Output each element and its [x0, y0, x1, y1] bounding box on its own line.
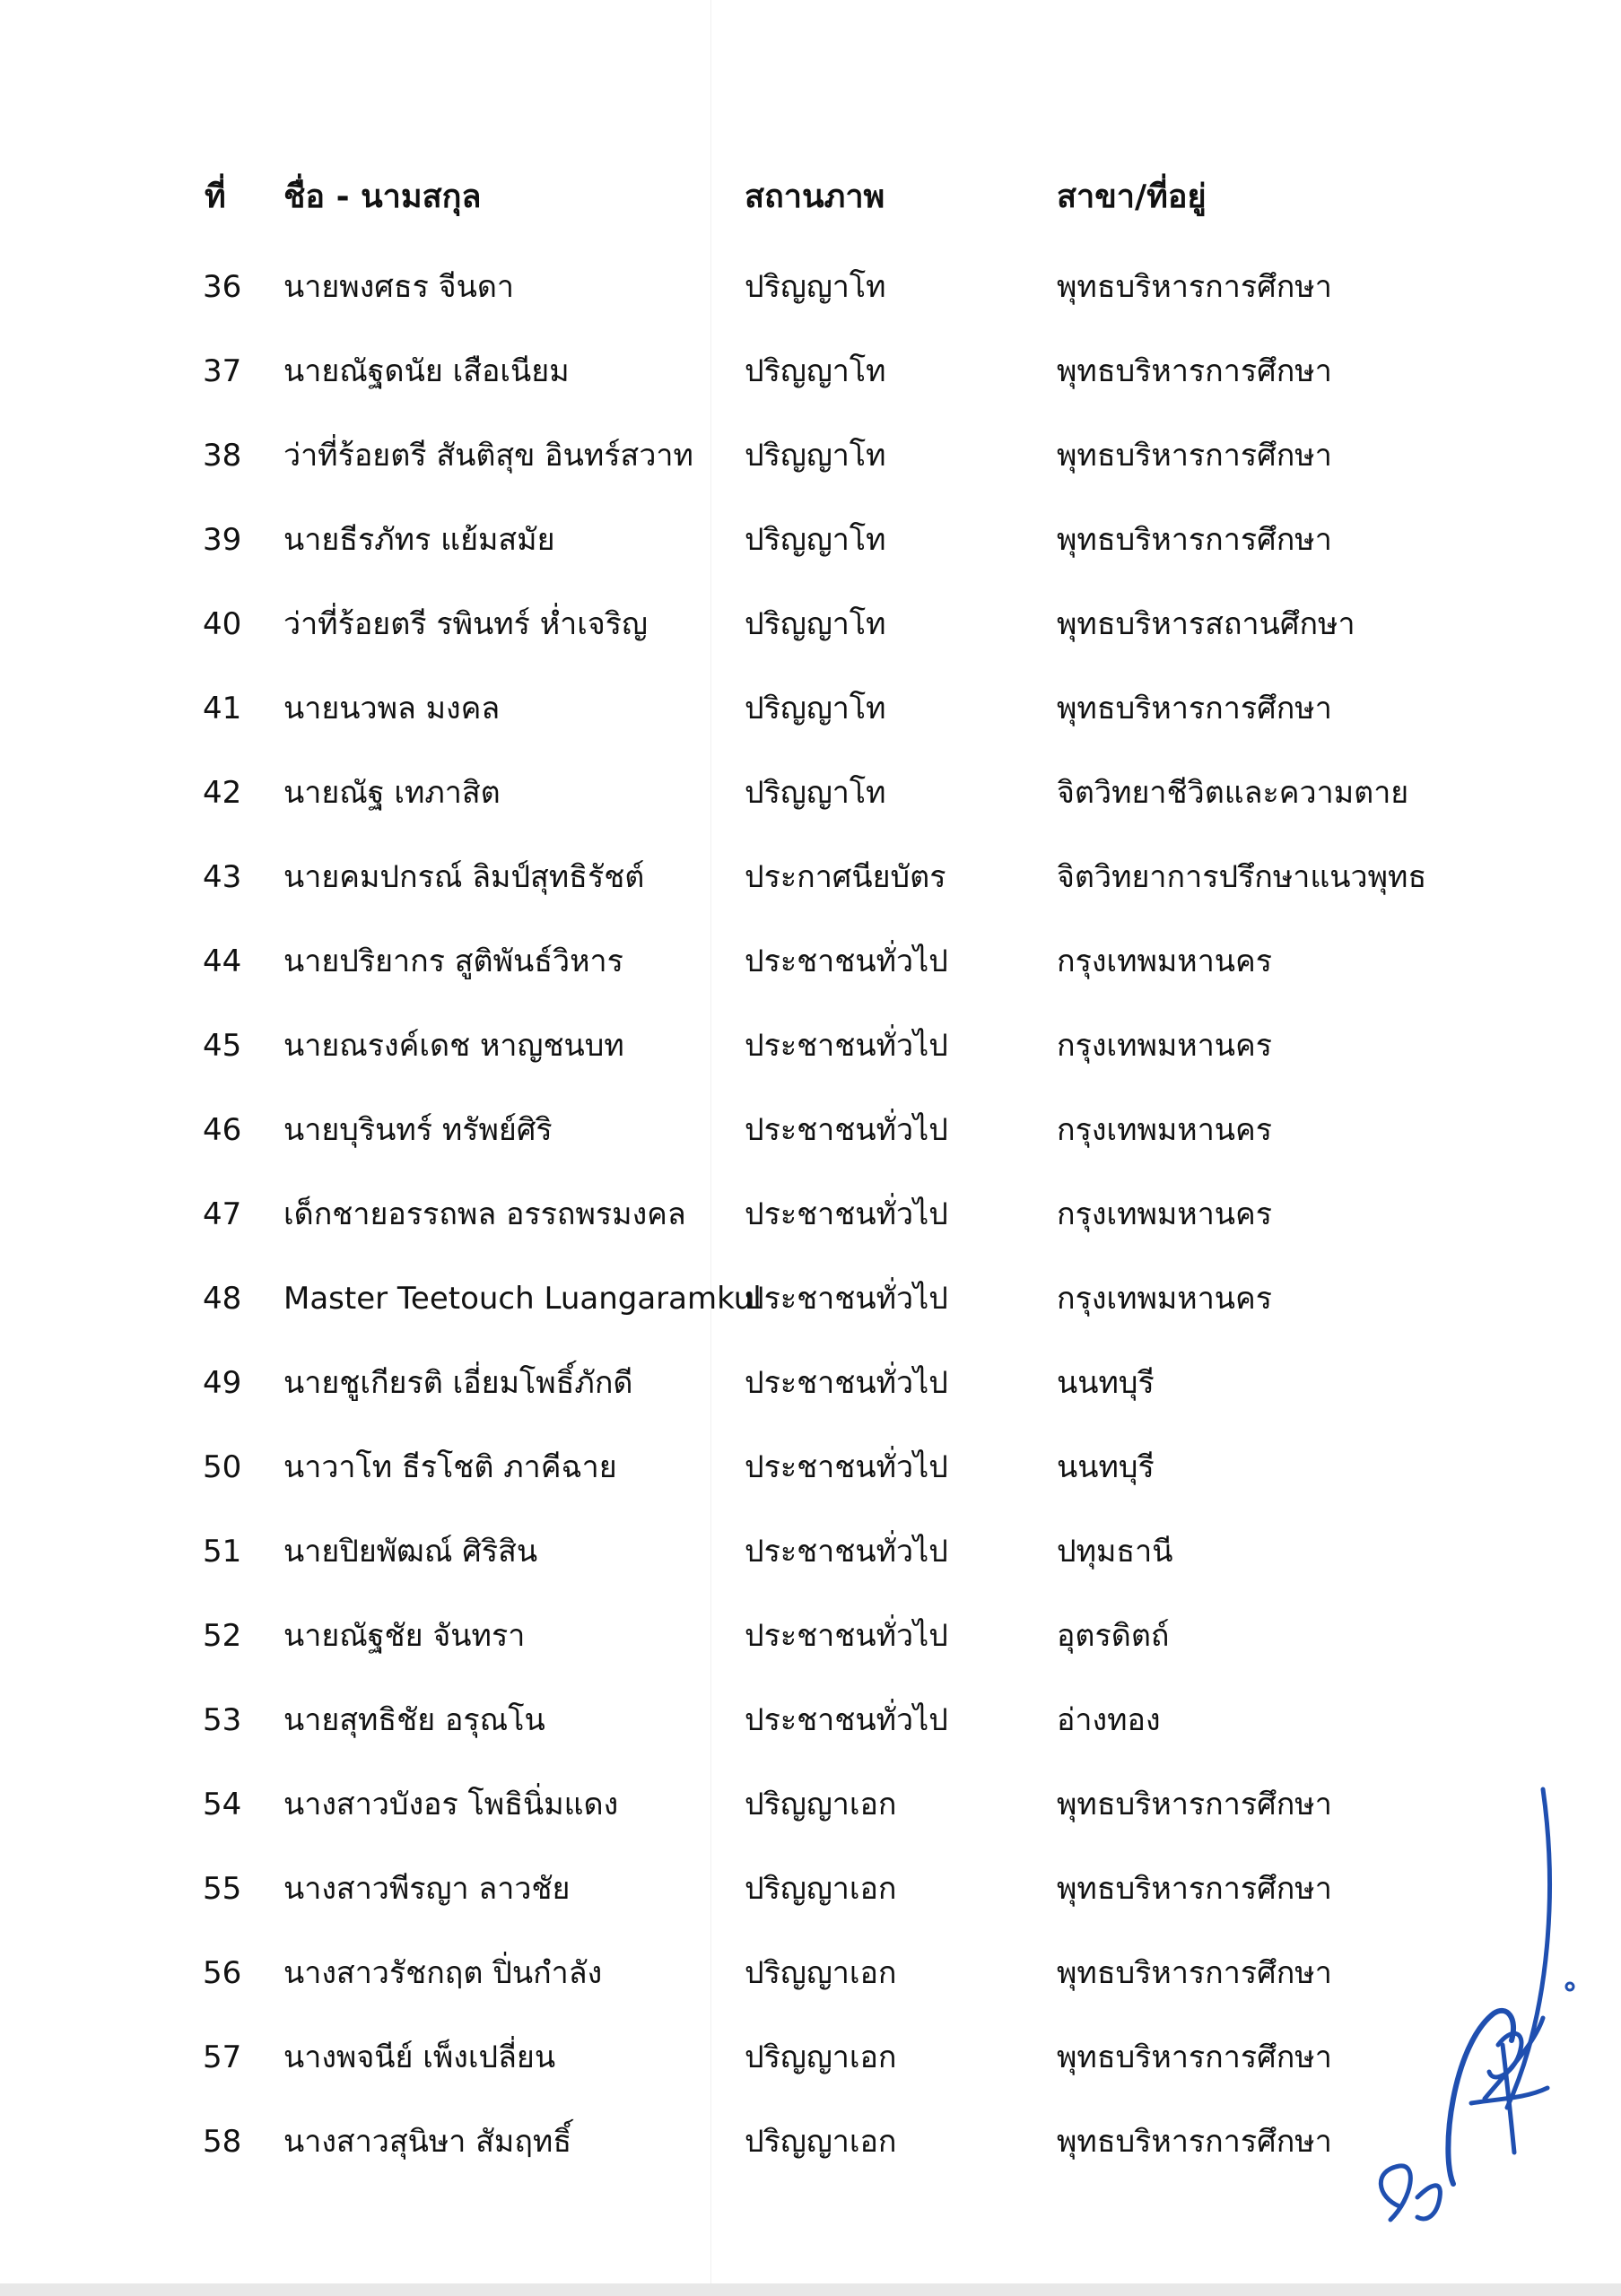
row-branch: พุทธบริหารการศึกษา — [1057, 1787, 1332, 1822]
row-name: นาวาโท ธีรโชติ ภาคีฉาย — [283, 1449, 617, 1485]
row-status: ปริญญาโท — [745, 775, 886, 811]
row-branch: อ่างทอง — [1057, 1702, 1161, 1738]
header-name: ชื่อ - นามสกุล — [283, 178, 482, 215]
row-name: นายสุทธิชัย อรุณโน — [283, 1702, 545, 1738]
table-row — [0, 1684, 1621, 1756]
row-branch: พุทธบริหารการศึกษา — [1057, 522, 1332, 558]
row-status: ปริญญาโท — [745, 691, 886, 726]
row-name: นางพจนีย์ เพ็งเปลี่ยน — [283, 2039, 556, 2075]
row-branch: พุทธบริหารการศึกษา — [1057, 1871, 1332, 1907]
row-status: ปริญญาโท — [745, 522, 886, 558]
row-name: นางสาวสุนิษา สัมฤทธิ์ — [283, 2124, 572, 2160]
row-no: 36 — [203, 269, 242, 305]
row-status: ประชาชนทั่วไป — [745, 1618, 948, 1654]
row-no: 37 — [203, 353, 242, 389]
row-branch: นนทบุรี — [1057, 1365, 1155, 1401]
row-branch: พุทธบริหารการศึกษา — [1057, 2124, 1332, 2160]
row-no: 42 — [203, 775, 242, 811]
row-name: นายพงศธร จีนดา — [283, 269, 515, 305]
table-row — [0, 1094, 1621, 1166]
table-row — [0, 841, 1621, 913]
row-status: ปริญญาโท — [745, 269, 886, 305]
table-row — [0, 1516, 1621, 1587]
row-status: ปริญญาเอก — [745, 1955, 897, 1991]
row-status: ประชาชนทั่วไป — [745, 1702, 948, 1738]
row-name: นายณัฐดนัย เสือเนียม — [283, 353, 570, 389]
row-status: ปริญญาเอก — [745, 1787, 897, 1822]
row-no: 55 — [203, 1871, 242, 1907]
row-status: ประชาชนทั่วไป — [745, 1112, 948, 1148]
row-status: ปริญญาโท — [745, 353, 886, 389]
table-row — [0, 588, 1621, 660]
row-branch: พุทธบริหารการศึกษา — [1057, 1955, 1332, 1991]
row-branch: จิตวิทยาการปรึกษาแนวพุทธ — [1057, 859, 1427, 895]
scan-bottom-edge — [0, 2283, 1621, 2296]
table-row — [0, 420, 1621, 491]
table-row — [0, 1600, 1621, 1672]
row-name: นายณัฐชัย จันทรา — [283, 1618, 526, 1654]
table-row — [0, 673, 1621, 744]
row-branch: พุทธบริหารการศึกษา — [1057, 691, 1332, 726]
table-row — [0, 926, 1621, 997]
row-no: 41 — [203, 691, 242, 726]
row-name: นางสาวรัชกฤต ปิ่นกำลัง — [283, 1955, 603, 1991]
row-branch: กรุงเทพมหานคร — [1057, 1112, 1273, 1148]
row-no: 52 — [203, 1618, 242, 1654]
row-status: ประชาชนทั่วไป — [745, 1281, 948, 1317]
row-no: 44 — [203, 944, 242, 979]
row-no: 40 — [203, 606, 242, 642]
row-name: ว่าที่ร้อยตรี สันติสุข อินทร์สวาท — [283, 438, 693, 474]
row-name: นางสาวพีรญา ลาวชัย — [283, 1871, 571, 1907]
row-name: นายณรงค์เดช หาญชนบท — [283, 1028, 624, 1064]
row-no: 57 — [203, 2039, 242, 2075]
row-status: ปริญญาเอก — [745, 1871, 897, 1907]
row-branch: ปทุมธานี — [1057, 1534, 1173, 1570]
row-branch: กรุงเทพมหานคร — [1057, 1028, 1273, 1064]
row-status: ประชาชนทั่วไป — [745, 1196, 948, 1232]
row-branch: กรุงเทพมหานคร — [1057, 1196, 1273, 1232]
row-no: 58 — [203, 2124, 242, 2160]
row-name: นายชูเกียรติ เอี่ยมโพธิ์ภักดี — [283, 1365, 633, 1401]
row-name: ว่าที่ร้อยตรี รพินทร์ ห่ำเจริญ — [283, 606, 649, 642]
row-name: นายบุรินทร์ ทรัพย์ศิริ — [283, 1112, 553, 1148]
row-branch: พุทธบริหารการศึกษา — [1057, 353, 1332, 389]
row-status: ประชาชนทั่วไป — [745, 944, 948, 979]
row-no: 46 — [203, 1112, 242, 1148]
row-no: 38 — [203, 438, 242, 474]
row-name: นายธีรภัทร แย้มสมัย — [283, 522, 555, 558]
row-name: นางสาวบังอร โพธินิ่มแดง — [283, 1787, 619, 1822]
row-branch: กรุงเทพมหานคร — [1057, 1281, 1273, 1317]
table-row — [0, 251, 1621, 323]
row-no: 50 — [203, 1449, 242, 1485]
row-no: 47 — [203, 1196, 242, 1232]
row-status: ประชาชนทั่วไป — [745, 1028, 948, 1064]
row-name: Master Teetouch Luangaramkul — [283, 1281, 762, 1317]
table-row — [0, 335, 1621, 407]
row-name: นายนวพล มงคล — [283, 691, 501, 726]
table-row — [0, 1263, 1621, 1335]
table-header — [0, 161, 1621, 233]
row-branch: นนทบุรี — [1057, 1449, 1155, 1485]
row-branch: กรุงเทพมหานคร — [1057, 944, 1273, 979]
row-name: นายปิยพัฒณ์ ศิริสิน — [283, 1534, 538, 1570]
row-no: 49 — [203, 1365, 242, 1401]
row-status: ประชาชนทั่วไป — [745, 1534, 948, 1570]
header-branch: สาขา/ที่อยู่ — [1057, 178, 1207, 215]
row-no: 48 — [203, 1281, 242, 1317]
table-row — [0, 1178, 1621, 1250]
row-branch: จิตวิทยาชีวิตและความตาย — [1057, 775, 1409, 811]
table-row — [0, 757, 1621, 829]
table-row — [0, 1010, 1621, 1082]
row-status: ปริญญาเอก — [745, 2124, 897, 2160]
row-no: 51 — [203, 1534, 242, 1570]
row-name: นายคมปกรณ์ ลิมป์สุทธิรัชต์ — [283, 859, 645, 895]
row-branch: พุทธบริหารการศึกษา — [1057, 269, 1332, 305]
row-status: ปริญญาเอก — [745, 2039, 897, 2075]
row-name: เด็กชายอรรถพล อรรถพรมงคล — [283, 1196, 686, 1232]
row-name: นายปริยากร สูติพันธ์วิหาร — [283, 944, 623, 979]
row-no: 54 — [203, 1787, 242, 1822]
row-status: ปริญญาโท — [745, 438, 886, 474]
header-no: ที่ — [205, 178, 226, 215]
row-no: 39 — [203, 522, 242, 558]
row-branch: พุทธบริหารการศึกษา — [1057, 2039, 1332, 2075]
row-branch: พุทธบริหารสถานศึกษา — [1057, 606, 1355, 642]
row-no: 56 — [203, 1955, 242, 1991]
row-no: 45 — [203, 1028, 242, 1064]
table-row — [0, 504, 1621, 576]
row-no: 53 — [203, 1702, 242, 1738]
row-no: 43 — [203, 859, 242, 895]
row-branch: อุตรดิตถ์ — [1057, 1618, 1170, 1654]
row-status: ปริญญาโท — [745, 606, 886, 642]
row-branch: พุทธบริหารการศึกษา — [1057, 438, 1332, 474]
row-status: ประกาศนียบัตร — [745, 859, 946, 895]
row-status: ประชาชนทั่วไป — [745, 1365, 948, 1401]
row-status: ประชาชนทั่วไป — [745, 1449, 948, 1485]
handwritten-signature — [1283, 1776, 1579, 2242]
table-row — [0, 1347, 1621, 1419]
table-row — [0, 1431, 1621, 1503]
row-name: นายณัฐ เทภาสิต — [283, 775, 501, 811]
header-status: สถานภาพ — [745, 178, 885, 215]
